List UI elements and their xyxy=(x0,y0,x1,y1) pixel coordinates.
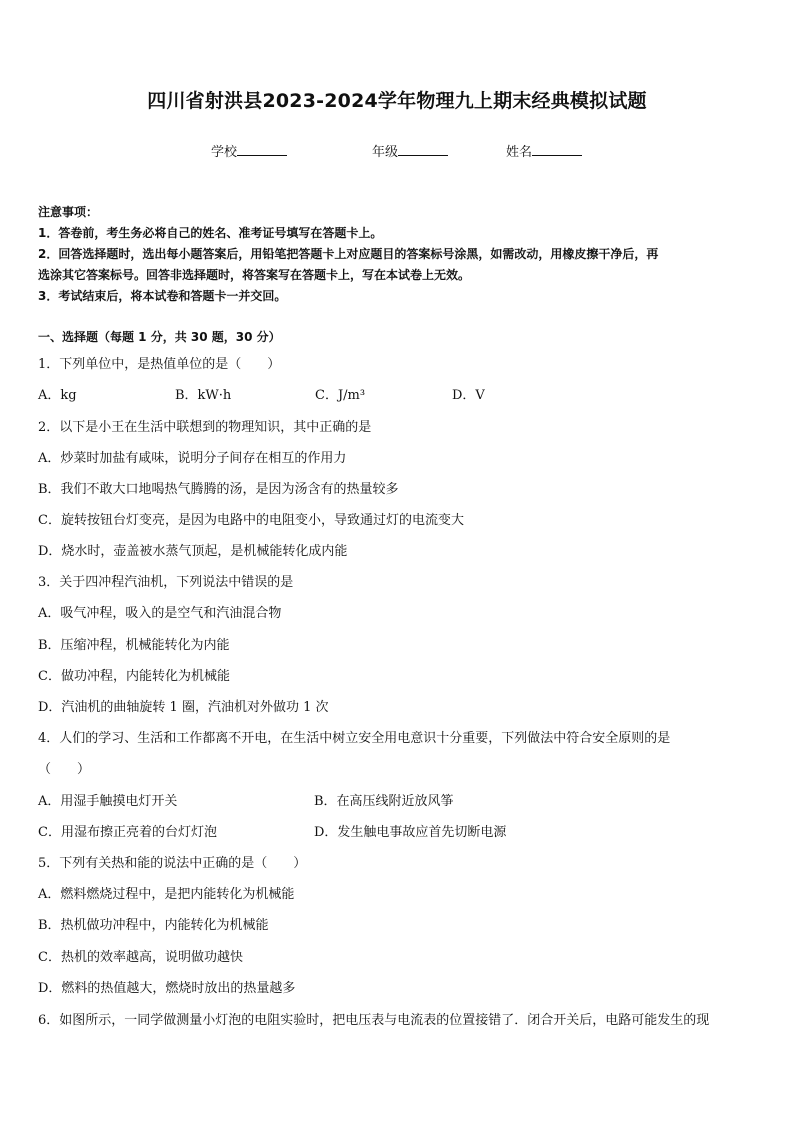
question-1-stem: 1．下列单位中，是热值单位的是（ ） xyxy=(38,357,281,372)
question-5-stem: 5．下列有关热和能的说法中正确的是（ ） xyxy=(38,856,307,871)
question-3-option-a: A．吸气冲程，吸入的是空气和汽油混合物 xyxy=(38,606,282,621)
question-3-stem: 3．关于四冲程汽油机，下列说法中错误的是 xyxy=(38,575,294,590)
question-2-option-d: D．烧水时，壶盖被水蒸气顶起，是机械能转化成内能 xyxy=(38,544,348,559)
question-4-option-b: B．在高压线附近放风筝 xyxy=(314,794,454,809)
question-5-option-d: D．燃料的热值越大，燃烧时放出的热量越多 xyxy=(38,981,296,996)
grade-label: 年级 xyxy=(372,145,399,160)
question-4-option-d: D．发生触电事故应首先切断电源 xyxy=(314,825,507,840)
question-1-option-b: B．kW·h xyxy=(175,388,232,403)
question-4-stem-cont: （ ） xyxy=(38,762,91,777)
question-2-option-c: C．旋转按钮台灯变亮，是因为电路中的电阻变小，导致通过灯的电流变大 xyxy=(38,513,464,528)
school-label: 学校 xyxy=(211,145,238,160)
student-info-row xyxy=(0,141,794,161)
name-field xyxy=(506,141,582,160)
question-2-stem: 2．以下是小王在生活中联想到的物理知识，其中正确的是 xyxy=(38,420,372,435)
school-field xyxy=(211,141,287,160)
question-3-option-d: D．汽油机的曲轴旋转 1 圈，汽油机对外做功 1 次 xyxy=(38,700,329,715)
question-1-option-a: A．kg xyxy=(38,388,77,403)
name-blank xyxy=(532,142,582,156)
question-2-option-a: A．炒菜时加盐有咸味，说明分子间存在相互的作用力 xyxy=(38,451,347,466)
notice-item-2-cont: 选涂其它答案标号。回答非选择题时，将答案写在答题卡上，写在本试卷上无效。 xyxy=(38,268,471,282)
school-blank xyxy=(237,142,287,156)
name-label: 姓名 xyxy=(506,145,533,160)
notice-item-3: 3．考试结束后，将本试卷和答题卡一并交回。 xyxy=(38,289,287,303)
question-5-option-b: B．热机做功冲程中，内能转化为机械能 xyxy=(38,918,269,933)
question-3-option-b: B．压缩冲程，机械能转化为内能 xyxy=(38,638,230,653)
grade-blank xyxy=(398,142,448,156)
section-heading: 一、选择题（每题 1 分，共 30 题，30 分） xyxy=(38,330,281,344)
question-5-option-a: A．燃料燃烧过程中，是把内能转化为机械能 xyxy=(38,887,295,902)
question-5-option-c: C．热机的效率越高，说明做功越快 xyxy=(38,950,243,965)
question-3-option-c: C．做功冲程，内能转化为机械能 xyxy=(38,669,230,684)
question-6-stem: 6．如图所示，一同学做测量小灯泡的电阻实验时，把电压表与电流表的位置接错了．闭合开关后，电路可能发生的现 xyxy=(38,1013,710,1028)
question-2-option-b: B．我们不敢大口地喝热气腾腾的汤，是因为汤含有的热量较多 xyxy=(38,482,399,497)
question-1-option-d: D．V xyxy=(452,388,485,403)
notice-heading: 注意事项： xyxy=(38,205,99,219)
question-1-option-c: C．J/m³ xyxy=(315,388,366,403)
question-4-stem: 4．人们的学习、生活和工作都离不开电，在生活中树立安全用电意识十分重要，下列做法中符合安全原则的是 xyxy=(38,731,671,746)
notice-item-1: 1．答卷前，考生务必将自己的姓名、准考证号填写在答题卡上。 xyxy=(38,226,383,240)
notice-item-2: 2．回答选择题时，选出每小题答案后，用铅笔把答题卡上对应题目的答案标号涂黑，如需改动，用橡皮擦干净后，再 xyxy=(38,247,659,261)
exam-title: 四川省射洪县2023-2024学年物理九上期末经典模拟试题 xyxy=(147,90,647,112)
grade-field xyxy=(372,141,448,160)
question-4-option-a: A．用湿手触摸电灯开关 xyxy=(38,794,178,809)
question-4-option-c: C．用湿布擦正亮着的台灯灯泡 xyxy=(38,825,217,840)
